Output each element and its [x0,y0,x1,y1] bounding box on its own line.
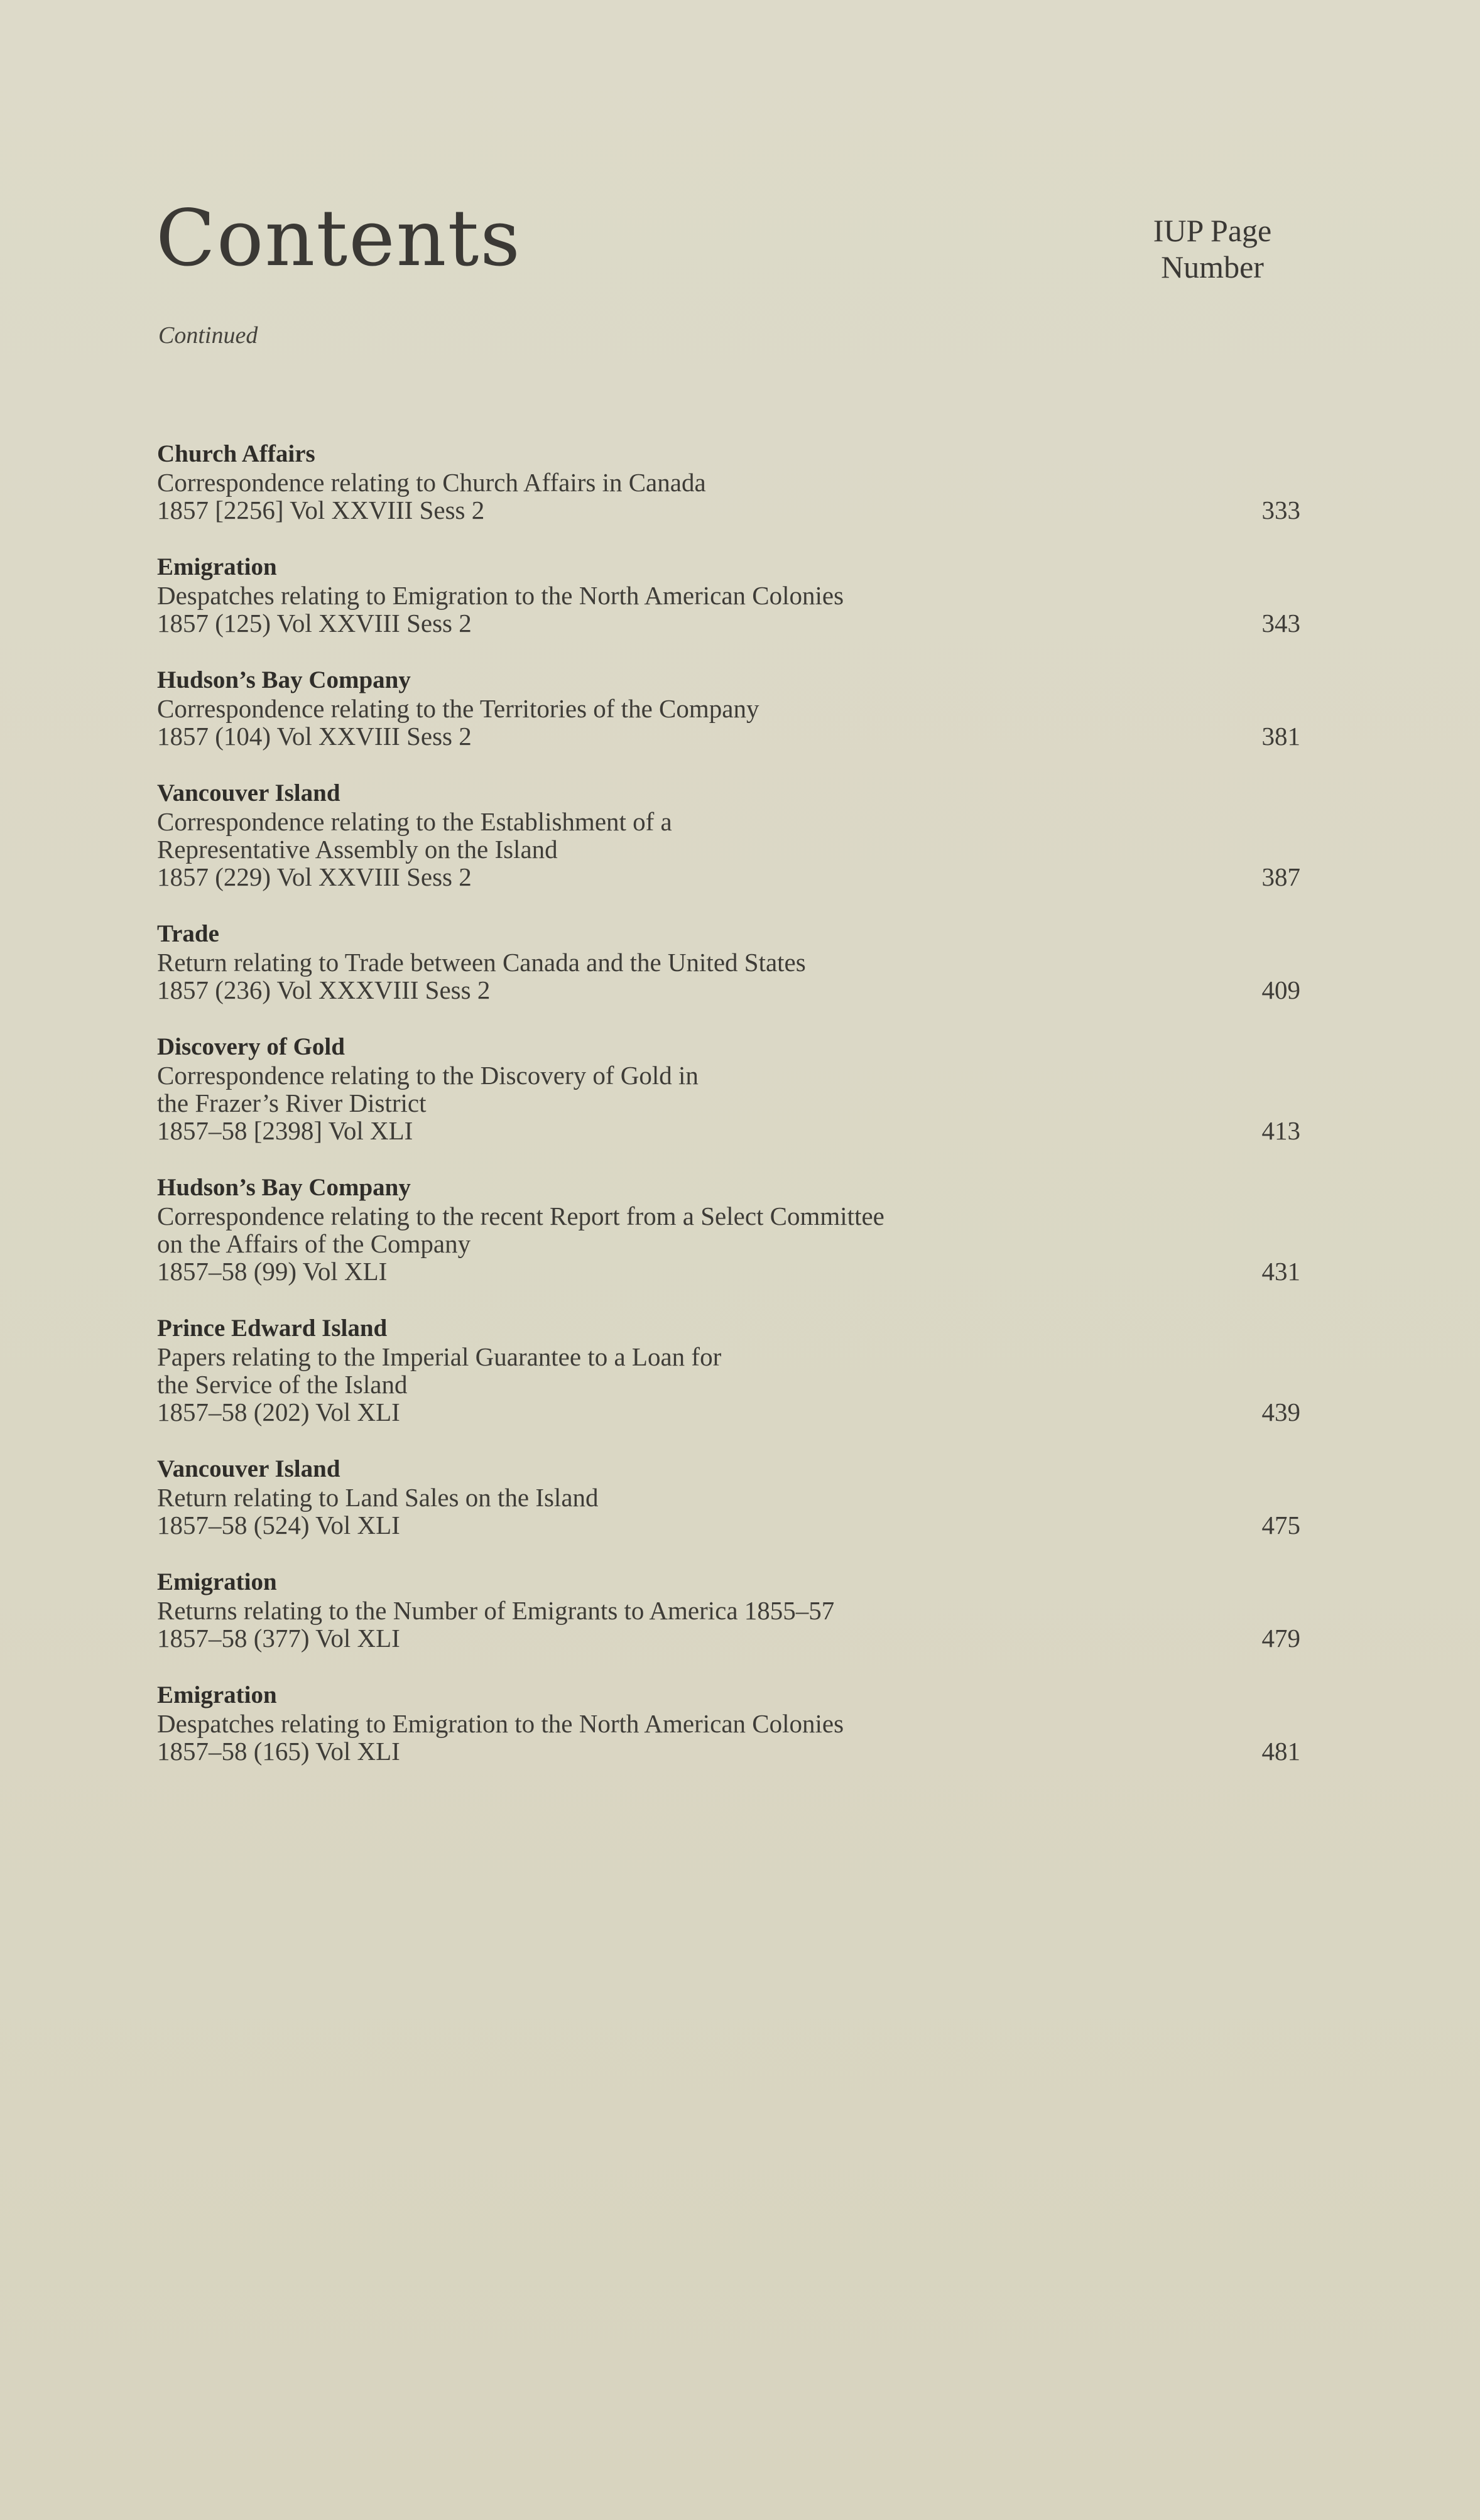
entry-description-line: Return relating to Trade between Canada and the United States [157,948,806,977]
entry-page-number: 409 [1261,975,1300,1004]
entry-page-number: 387 [1261,862,1300,891]
page-column-header-line2: Number [1161,249,1264,285]
entry-description-line: 1857–58 (377) Vol XLI [157,1624,400,1653]
entry-description-line: Return relating to Land Sales on the Island [157,1483,599,1512]
entry-description-line: Despatches relating to Emigration to the North American Colonies [157,1709,844,1738]
entry-description-line: 1857–58 (99) Vol XLI [157,1257,388,1286]
entry-description-line: Representative Assembly on the Island [157,835,558,864]
entry-heading: Emigration [157,553,277,580]
entry-description-line: Correspondence relating to the Territories of the Company [157,694,759,723]
entry-page-number: 431 [1261,1257,1300,1286]
page-subtitle: Continued [158,322,258,349]
entry-heading: Church Affairs [157,440,315,467]
entry-page-number: 475 [1261,1511,1300,1540]
entry-page-number: 479 [1261,1624,1300,1653]
contents-entry [157,1033,1300,1144]
entry-description-line: Correspondence relating to the Establishment of a [157,807,672,836]
page-title: Contents [156,193,521,284]
entry-description-line: on the Affairs of the Company [157,1229,471,1258]
entry-heading: Prince Edward Island [157,1315,388,1342]
entry-description-line: 1857–58 [2398] Vol XLI [157,1116,413,1145]
contents-list [157,440,1300,1794]
entry-description-line: Correspondence relating to the Discovery of Gold in [157,1061,699,1090]
entry-description-line: 1857 [2256] Vol XXVIII Sess 2 [157,496,485,524]
entry-heading: Vancouver Island [157,1455,340,1482]
contents-entry [157,553,1300,637]
entry-page-number: 333 [1261,496,1300,524]
entry-description-line: 1857 (229) Vol XXVIII Sess 2 [157,862,472,891]
entry-description-line: 1857–58 (165) Vol XLI [157,1737,400,1766]
entry-heading: Emigration [157,1568,277,1595]
entry-heading: Hudson’s Bay Company [157,1174,411,1201]
entry-description-line: Returns relating to the Number of Emigrants to America 1855–57 [157,1596,835,1625]
entry-heading: Discovery of Gold [157,1033,345,1060]
entry-description-line: the Frazer’s River District [157,1089,427,1117]
entry-heading: Hudson’s Bay Company [157,666,411,693]
entry-description-line: Papers relating to the Imperial Guarantee to a Loan for [157,1342,722,1371]
entry-page-number: 413 [1261,1116,1300,1145]
entry-heading: Vancouver Island [157,779,340,807]
entry-description-line: 1857 (236) Vol XXXVIII Sess 2 [157,975,491,1004]
contents-entry [157,666,1300,750]
page-number-column-header [1118,212,1307,285]
contents-entry [157,1173,1300,1285]
entry-description-line: 1857 (104) Vol XXVIII Sess 2 [157,722,472,751]
entry-description-line: Correspondence relating to Church Affairs in Canada [157,468,706,497]
contents-entry [157,920,1300,1004]
contents-entry [157,779,1300,891]
entry-page-number: 381 [1261,722,1300,751]
entry-description-line: 1857–58 (524) Vol XLI [157,1511,400,1540]
entry-description-line: 1857 (125) Vol XXVIII Sess 2 [157,609,472,638]
entry-description-line: Correspondence relating to the recent Report from a Select Committee [157,1202,884,1230]
entry-page-number: 481 [1261,1737,1300,1766]
contents-entry [157,1455,1300,1539]
contents-entry [157,1568,1300,1652]
entry-heading: Trade [157,920,219,947]
contents-entry [157,440,1300,524]
entry-page-number: 343 [1261,609,1300,638]
contents-entry [157,1681,1300,1765]
entry-description-line: the Service of the Island [157,1370,408,1399]
contents-entry [157,1314,1300,1426]
entry-description-line: 1857–58 (202) Vol XLI [157,1398,400,1426]
entry-heading: Emigration [157,1681,277,1708]
entry-page-number: 439 [1261,1398,1300,1426]
page-column-header-line1: IUP Page [1153,213,1272,248]
entry-description-line: Despatches relating to Emigration to the North American Colonies [157,581,844,610]
